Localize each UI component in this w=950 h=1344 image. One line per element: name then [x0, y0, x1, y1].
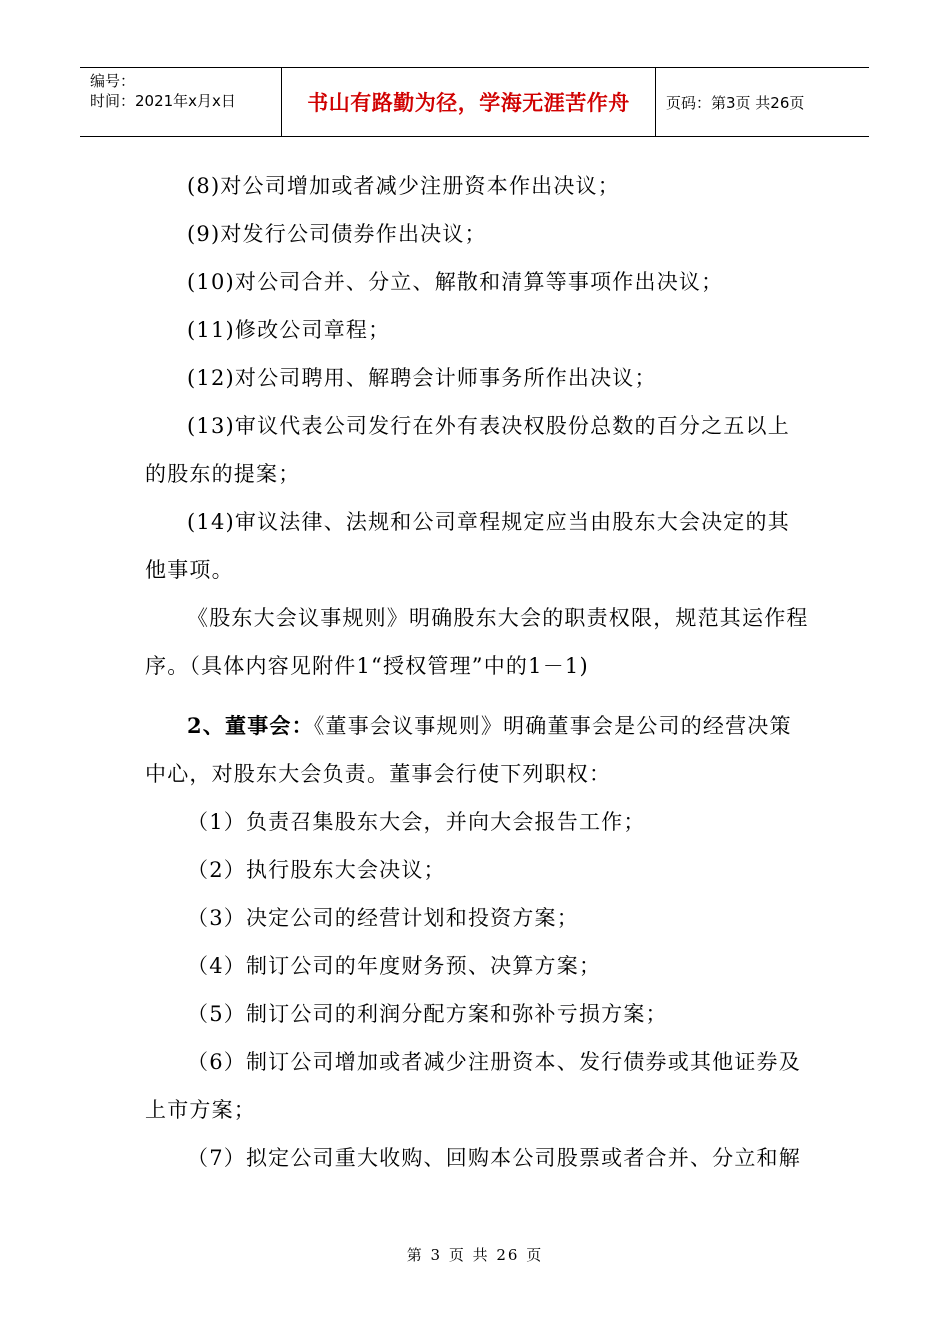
section-board-heading: 2、董事会：	[187, 713, 314, 738]
clause-8: (8)对公司增加或者减少注册资本作出决议；	[187, 174, 620, 198]
clause-11: (11)修改公司章程；	[187, 318, 391, 342]
board-item-7: （7）拟定公司重大收购、回购本公司股票或者合并、分立和解	[187, 1146, 801, 1170]
board-item-3: （3）决定公司的经营计划和投资方案；	[187, 906, 579, 930]
board-item-4: （4）制订公司的年度财务预、决算方案；	[187, 954, 602, 978]
section-board-text: 《董事会议事规则》明确董事会是公司的经营决策中心，对股东大会负责。董事会行使下列职权：	[145, 714, 792, 786]
header-page-info: 页码：第3页 共26页	[666, 93, 805, 112]
board-item-6: （6）制订公司增加或者减少注册资本、发行债券或其他证券及上市方案；	[145, 1050, 801, 1122]
page-footer: 第 3 页 共 26 页	[406, 1246, 544, 1264]
rules-paragraph: 《股东大会议事规则》明确股东大会的职责权限，规范其运作程序。（具体内容见附件1“授权管理”中的1－1)	[145, 606, 809, 678]
board-item-5: （5）制订公司的利润分配方案和弥补亏损方案；	[187, 1002, 668, 1026]
clause-12: (12)对公司聘用、解聘会计师事务所作出决议；	[187, 366, 657, 390]
section-board	[145, 702, 810, 798]
clause-10: (10)对公司合并、分立、解散和清算等事项作出决议；	[187, 270, 724, 294]
header-meta	[80, 68, 282, 136]
board-item-2: （2）执行股东大会决议；	[187, 858, 446, 882]
clause-9: (9)对发行公司债券作出决议；	[187, 222, 487, 246]
header-motto: 书山有路勤为径，学海无涯苦作舟	[307, 91, 630, 115]
board-item-1: （1）负责召集股东大会，并向大会报告工作；	[187, 810, 646, 834]
page-header	[80, 67, 869, 137]
clause-14: (14)审议法律、法规和公司章程规定应当由股东大会决定的其他事项。	[145, 510, 790, 582]
document-time: 时间：2021年x月x日	[90, 92, 236, 110]
document-body	[145, 162, 810, 1182]
document-number: 编号：	[90, 72, 136, 90]
clause-13: (13)审议代表公司发行在外有表决权股份总数的百分之五以上的股东的提案；	[145, 414, 790, 486]
header-motto-cell	[282, 68, 656, 136]
